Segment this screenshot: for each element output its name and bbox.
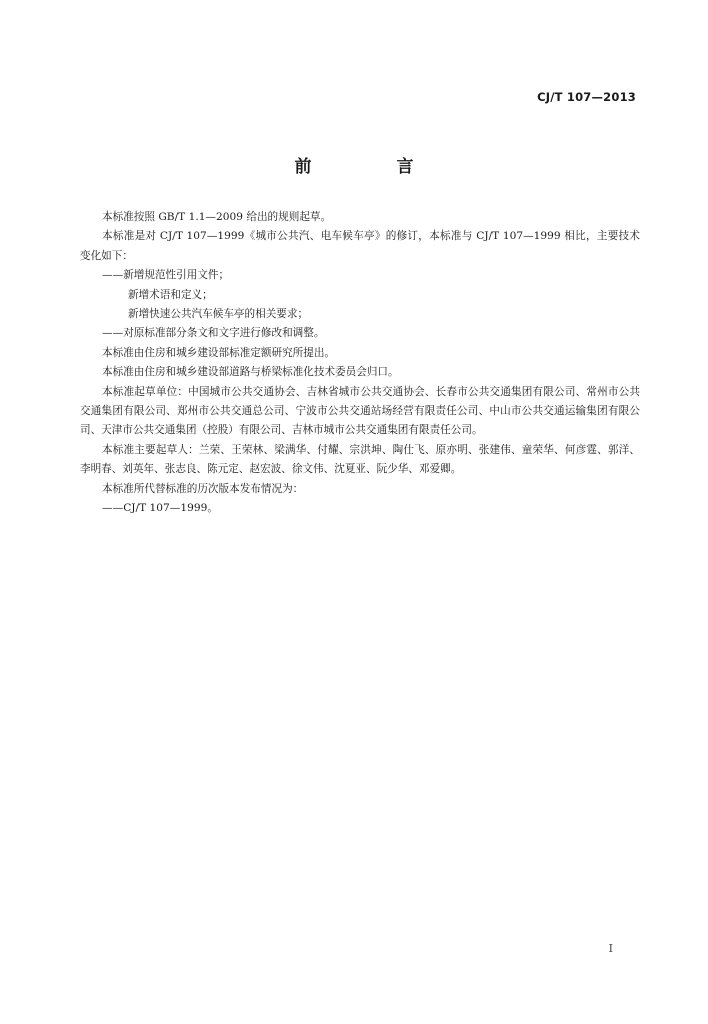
document-body	[80, 208, 640, 519]
paragraph-managed-by: 本标准由住房和城乡建设部道路与桥梁标准化技术委员会归口。	[102, 366, 399, 379]
page-number: I	[608, 942, 613, 955]
change-item-terms: 新增术语和定义；	[128, 288, 213, 301]
paragraph-proposed-by: 本标准由住房和城乡建设部标准定额研究所提出。	[102, 346, 336, 359]
change-item-revisions: ——对原标准部分条文和文字进行修改和调整。	[102, 327, 325, 340]
standard-code: CJ/T 107—2013	[537, 90, 636, 104]
change-item-brt-shelter: 新增快速公共汽车候车亭的相关要求；	[128, 308, 309, 321]
paragraph-drafting-rules: 本标准按照 GB/T 1.1—2009 给出的规则起草。	[102, 211, 332, 223]
history-item: ——CJ/T 107—1999。	[102, 502, 218, 515]
paragraph-revision-intro: 本标准是对 CJ/T 107—1999《城市公共汽、电车候车亭》的修订，本标准与 CJ/T 107—1999 相比，主要技术变化如下：	[80, 230, 640, 262]
change-item-references: ——新增规范性引用文件；	[102, 269, 230, 282]
page-title: 前 言	[294, 157, 448, 177]
paragraph-drafters: 本标准主要起草人：兰荣、王荣林、梁满华、付耀、宗洪坤、陶仕飞、原亦明、张建伟、童荣华、何彦霆、郭洋、李明春、刘英年、张志良、陈元定、赵宏波、徐文伟、沈夏亚、阮少华、邓爱卿。	[80, 443, 640, 476]
paragraph-drafting-units: 本标准起草单位：中国城市公共交通协会、吉林省城市公共交通协会、长春市公共交通集团有限公司、常州市公共交通集团有限公司、郑州市公共交通总公司、宁波市公共交通站场经营有限责任公司、中山市公共交通运输集团有限公司、天津市公共交通集团（控股）有限公司、吉林市城市公共交通集团有限责任公司。	[80, 385, 640, 437]
paragraph-history-intro: 本标准所代替标准的历次版本发布情况为：	[102, 482, 304, 495]
